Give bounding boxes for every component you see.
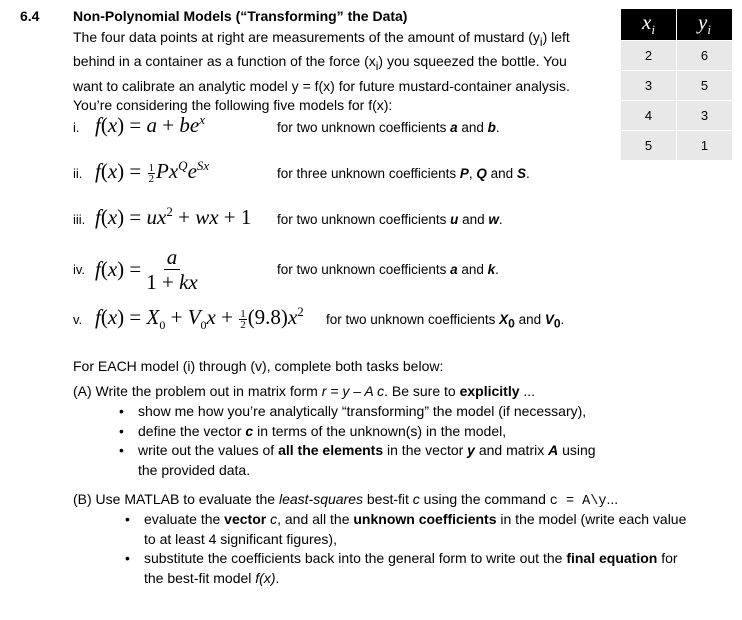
model-i-equation: $f(x) = a + be^x$ [95,112,205,137]
task-b-bullets [121,510,731,588]
model-iv-equation: f ( x ) = $\frac{a}{1 + kx}$ [95,245,198,294]
model-v-equation: $f(x) = X_0 + V_0x$ + $\frac{1}{2}$ $(9.8)x^2$ [95,304,304,333]
task-b: (B) Use MATLAB to evaluate the least-squares best-fit c using the command c = A\y... [73,491,619,509]
table-row: 3 5 [621,71,733,101]
model-iv-description: for two unknown coefficients a and k. [277,262,499,277]
model-iii: iii. $f(x) = ux^2$ + wx + 1 [73,204,252,229]
table-header-row [621,9,733,41]
list-item: • write out the values of all the elements in the vector y and matrix A using the provided data. [119,442,596,478]
model-iii-description: for two unknown coefficients u and w. [277,212,503,227]
task-a: (A) Write the problem out in matrix form r = y – A c. Be sure to explicitly ... [73,383,536,399]
problem-number: 6.4 [20,8,40,24]
task-a-bullets [115,402,596,480]
table-row: 4 3 [621,101,733,131]
model-i: i. $f(x) = a + be^x$ [73,112,205,137]
model-iii-equation: $f(x) = ux^2$ + wx + 1 [95,204,252,229]
problem-intro: The four data points at right are measurements of the amount of mustard $(y_i)$ left behind in a container as a function of the force $(x_i)$ you squeezed the bottle. You want to calibrate an analytic model y = f(x) for future mustard-container analysis. You’re considering the following five models for f(x): [73,29,570,114]
header-x: $x_i$ [621,9,677,41]
data-table [620,8,733,161]
model-ii-description: for three unknown coefficients P, Q and S. [277,166,530,181]
model-v-description: for two unknown coefficients $X_0$ and $V_0$. [326,312,565,331]
list-item: • define the vector c in terms of the unknown(s) in the model, [119,422,507,439]
tasks-lead: For EACH model (i) through (v), complete both tasks below: [73,358,444,374]
list-item: • show me how you’re analytically “transforming” the model (if necessary), [119,403,587,419]
list-item: • substitute the coefficients back into the general form to write out the final equation for the best-fit model f(x). [125,550,678,586]
model-ii-equation: f(x) = $\frac{1}{2}$ $Px^Qe^{Sx}$ [95,158,210,185]
table-row: 2 6 [621,41,733,71]
problem-title: Non-Polynomial Models (“Transforming” the Data) [73,8,408,24]
model-iv: iv. f ( x ) = $\frac{a}{1 + kx}$ [73,245,203,294]
model-v: v. $f(x) = X_0 + V_0x$ + $\frac{1}{2}$ $(9.8)x^2$ [73,304,304,333]
header-y: $y_i$ [677,9,733,41]
table-row: 5 1 [621,131,733,161]
model-i-description: for two unknown coefficients a and b. [277,120,500,135]
model-ii: ii. f(x) = $\frac{1}{2}$ $Px^Qe^{Sx}$ [73,158,210,185]
list-item: • evaluate the vector c, and all the unknown coefficients in the model (write each value to at least 4 significant figures), [125,511,687,547]
